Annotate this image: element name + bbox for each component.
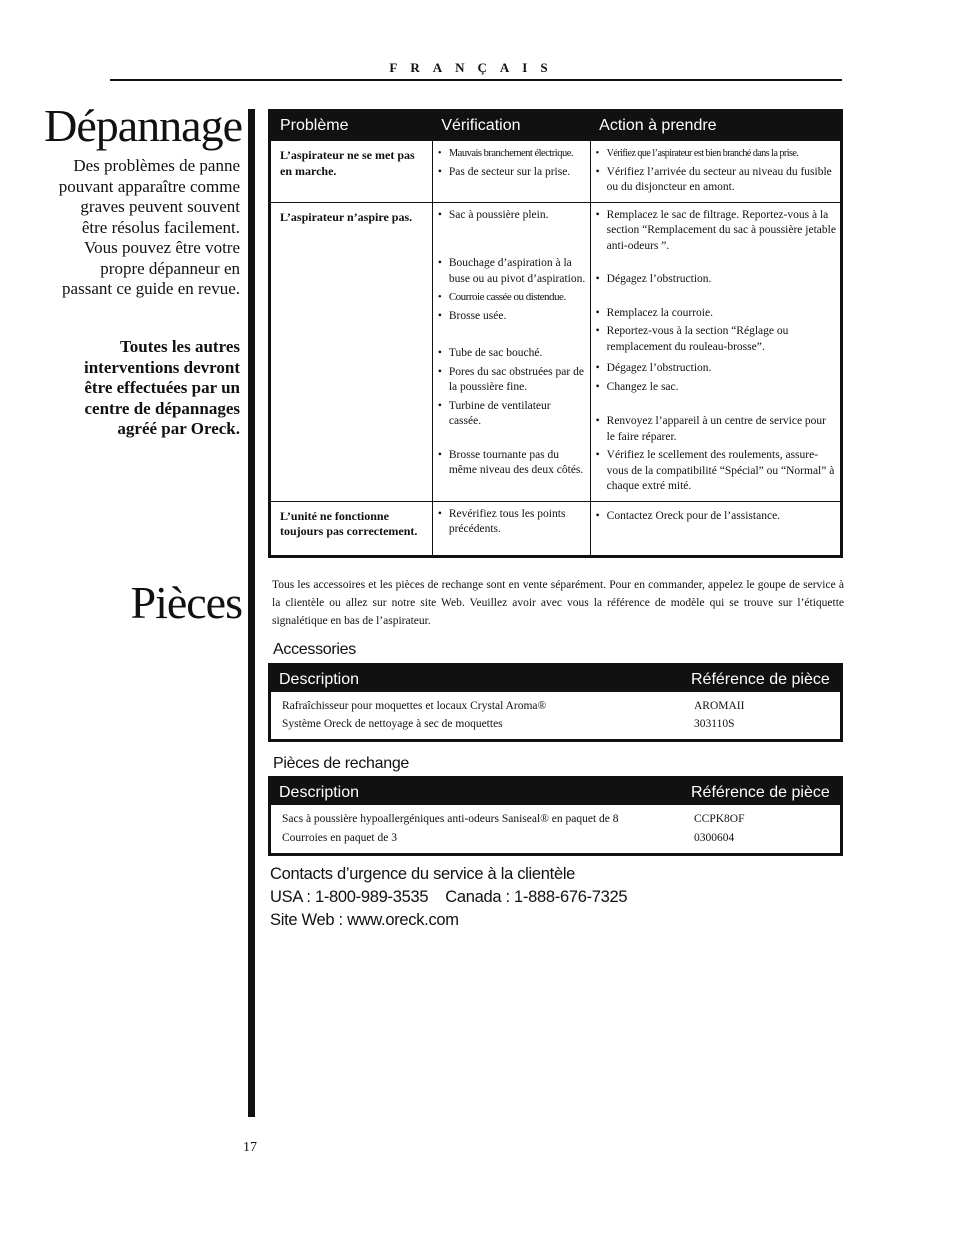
col-header-description: Description: [279, 784, 360, 801]
action-item: • Vérifiez l’arrivée du secteur au niveau du fusible ou du disjoncteur en amont.: [595, 165, 836, 196]
troubleshooting-title-wrap: [44, 101, 242, 151]
contacts-website: Site Web : www.oreck.com: [270, 911, 459, 929]
check-cell: [432, 501, 590, 556]
troubleshooting-note: Toutes les autres interventions devront être effectuées par un centre de dépannages agréé par Oreck.: [84, 337, 240, 438]
part-reference: 0300604: [694, 832, 735, 844]
contacts-phones: [270, 886, 627, 909]
phone-usa: USA : 1-800-989-3535: [270, 888, 429, 906]
col-header-reference: Référence de pièce: [691, 671, 830, 688]
check-cell: [432, 141, 590, 203]
table-row: [270, 501, 842, 556]
table-row: [271, 699, 840, 717]
action-item: • Dégagez l’obstruction.: [595, 361, 836, 377]
table-header-row: [271, 666, 840, 692]
check-item: • Tube de sac bouché.: [437, 346, 586, 362]
action-item: • Remplacez le sac de filtrage. Reportez-vous à la section “Remplacement du sac à poussière jetable anti-odeurs ”.: [595, 208, 836, 255]
check-item: • Brosse usée.: [437, 309, 586, 325]
table-header-row: [270, 111, 842, 141]
page-number: 17: [243, 1140, 257, 1155]
table-header-row: [271, 779, 840, 805]
col-header-action: Action à prendre: [590, 111, 841, 141]
action-item: • Renvoyez l’appareil à un centre de service pour le faire réparer.: [595, 414, 836, 445]
troubleshooting-intro: Des problèmes de panne pouvant apparaître comme graves peuvent souvent être résolus facilement. Vous pouvez être votre propre dépanneur en passant ce guide en revue.: [58, 156, 240, 298]
part-description: Rafraîchisseur pour moquettes et locaux Crystal Aroma®: [282, 700, 547, 712]
contacts-block: [270, 863, 627, 932]
accessories-table: [268, 663, 843, 742]
parts-title-wrap: [130, 578, 242, 628]
check-item: • Pores du sac obstruées par de la poussière fine.: [437, 365, 586, 396]
part-reference: 303110S: [694, 718, 735, 730]
col-header-check: Vérification: [432, 111, 590, 141]
check-cell: [432, 202, 590, 501]
parts-title: Pièces: [130, 577, 242, 628]
problem-cell: L’aspirateur ne se met pas en marche.: [270, 141, 433, 203]
check-item: • Turbine de ventilateur cassée.: [437, 399, 586, 430]
accessories-label: Accessories: [273, 641, 356, 658]
problem-cell: L’unité ne fonctionne toujours pas correctement.: [270, 501, 433, 556]
table-row: [270, 202, 842, 501]
part-description: Courroies en paquet de 3: [282, 832, 397, 844]
col-header-problem: Problème: [270, 111, 433, 141]
action-cell: [590, 501, 841, 556]
action-item: • Dégagez l’obstruction.: [595, 272, 836, 288]
check-item: • Pas de secteur sur la prise.: [437, 165, 586, 181]
replacement-parts-table: [268, 776, 843, 856]
replacement-parts-label: Pièces de rechange: [273, 755, 410, 772]
part-description: Sacs à poussière hypoallergéniques anti-odeurs Saniseal® en paquet de 8: [282, 813, 619, 825]
check-item: • Bouchage d’aspiration à la buse ou au pivot d’aspiration.: [437, 256, 586, 287]
action-item: • Vérifiez que l’aspirateur est bien branché dans la prise.: [595, 146, 836, 162]
col-header-description: Description: [279, 671, 360, 688]
parts-intro: Tous les accessoires et les pièces de rechange sont en vente séparément. Pour en commander, appelez le goupe de service à la clientèle ou allez sur notre site Web. Veuillez avoir avec vous la référence de modèle qui se trouve sur l’étiquette signalétique en bas de l’aspirateur.: [272, 579, 844, 627]
contacts-title: Contacts d’urgence du service à la clientèle: [270, 865, 576, 883]
problem-cell: L’aspirateur n’aspire pas.: [270, 202, 433, 501]
troubleshooting-title: Dépannage: [44, 100, 242, 151]
action-item: • Changez le sac.: [595, 380, 836, 396]
part-description: Système Oreck de nettoyage à sec de moquettes: [282, 718, 503, 730]
check-item: • Courroie cassée ou distendue.: [437, 290, 586, 306]
action-item: • Reportez-vous à la section “Réglage ou remplacement du rouleau-brosse”.: [595, 324, 836, 355]
troubleshooting-table: [268, 109, 843, 558]
action-item: • Contactez Oreck pour de l’assistance.: [595, 509, 836, 525]
language-header: FRANÇAIS: [389, 60, 561, 75]
table-row: [271, 717, 840, 735]
table-row: [270, 141, 842, 203]
action-item: • Vérifiez le scellement des roulements, assure-vous de la compatibilité “Spécial” ou “Normal” à chaque extré mité.: [595, 448, 836, 495]
col-header-reference: Référence de pièce: [691, 784, 830, 801]
action-item: • Remplacez la courroie.: [595, 306, 836, 322]
part-reference: CCPK8OF: [694, 813, 745, 825]
header-rule: [110, 79, 842, 81]
check-item: • Brosse tournante pas du même niveau des deux côtés.: [437, 448, 586, 479]
check-item: • Mauvais branchement électrique.: [437, 146, 586, 162]
part-reference: AROMAII: [694, 700, 745, 712]
vertical-rule: [248, 109, 255, 1117]
table-row: [271, 812, 840, 830]
table-row: [271, 831, 840, 849]
check-item: • Sac à poussière plein.: [437, 208, 586, 224]
action-cell: [590, 202, 841, 501]
action-cell: [590, 141, 841, 203]
check-item: • Revérifiez tous les points précédents.: [437, 507, 586, 538]
phone-canada: Canada : 1-888-676-7325: [445, 888, 628, 906]
